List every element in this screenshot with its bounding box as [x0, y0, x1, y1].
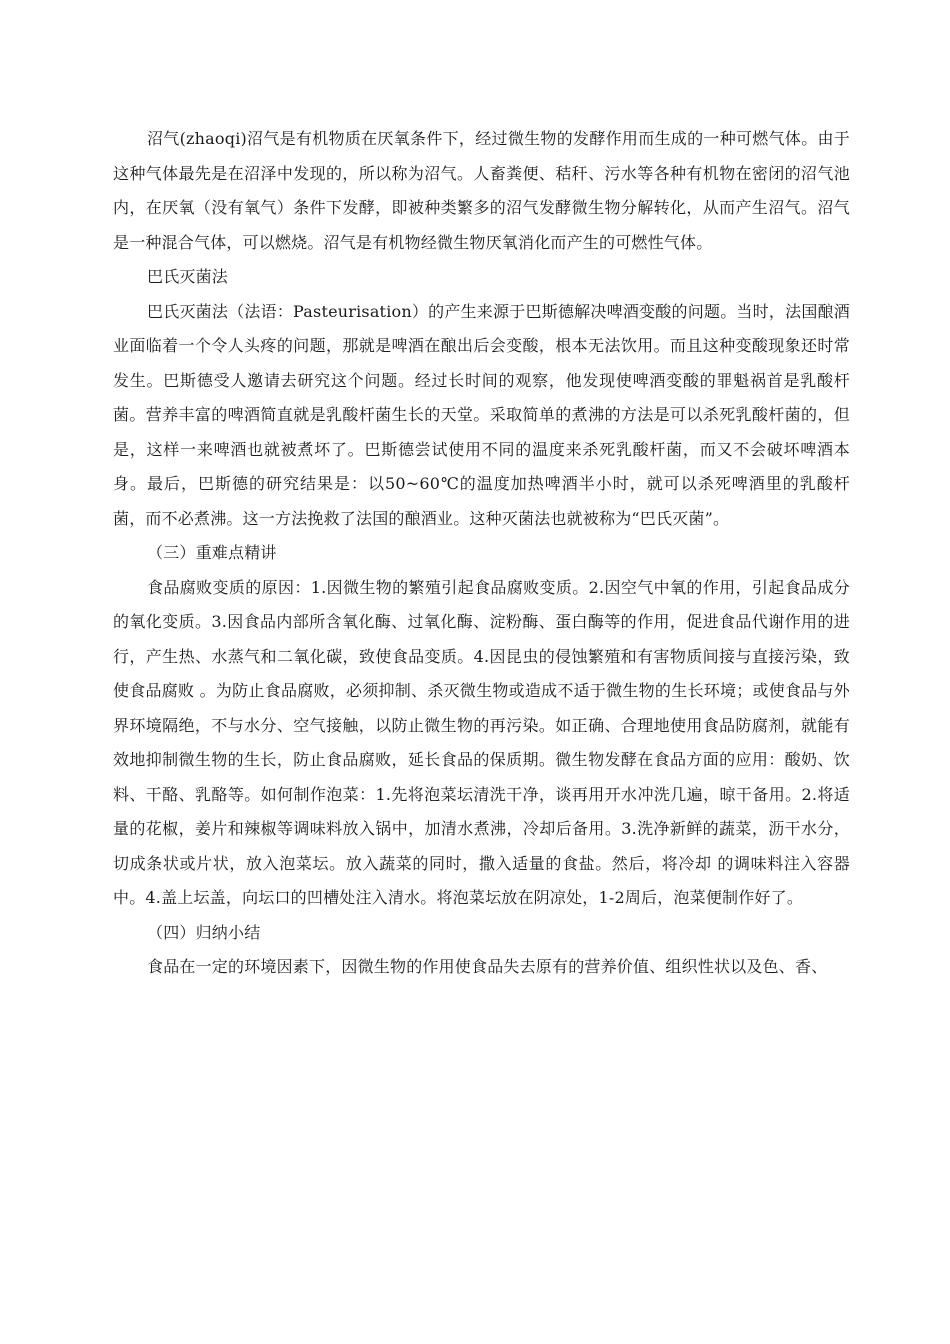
- heading-pasteurization: 巴氏灭菌法: [147, 267, 229, 286]
- paragraph-food-spoilage: 食品腐败变质的原因：1.因微生物的繁殖引起食品腐败变质。2.因空气中氧的作用，引起食品成分的氧化变质。3.因食品内部所含氧化酶、过氧化酶、淀粉酶、蛋白酶等的作用，促进食品代谢作用的进行，产生热、水蒸气和二氧化碳，致使食品变质。4.因昆虫的侵蚀繁殖和有害物质间接与直接污染，致使食品腐败 。为防止食品腐败，必须抑制、杀灭微生物或造成不适于微生物的生长环境；或使食品与外界环境隔绝，不与水分、空气接触，以防止微生物的再污染。如正确、合理地使用食品防腐剂，就能有效地抑制微生物的生长，防止食品腐败，延长食品的保质期。微生物发酵在食品方面的应用：酸奶、饮料、干酪、乳酪等。如何制作泡菜：1.先将泡菜坛清洗干净，谈再用开水冲洗几遍，晾干备用。2.将适量的花椒，姜片和辣椒等调味料放入锅中，加清水煮沸，冷却后备用。3.洗净新鲜的蔬菜，沥干水分，切成条状或片状，放入泡菜坛。放入蔬菜的同时，撒入适量的食盐。然后，将冷却 的调味料注入容器中。4.盖上坛盖，向坛口的凹槽处注入清水。将泡菜坛放在阴凉处，1-2周后，泡菜便制作好了。: [113, 577, 850, 907]
- paragraph-summary: 食品在一定的环境因素下，因微生物的作用使食品失去原有的营养价值、组织性状以及色、香、: [147, 957, 828, 976]
- paragraph-biogas: 沼气(zhaoqi)沼气是有机物质在厌氧条件下，经过微生物的发酵作用而生成的一种可燃气体。由于这种气体最先是在沼泽中发现的，所以称为沼气。人畜粪便、秸秆、污水等各种有机物在密闭的沼气池内，在厌氧（没有氧气）条件下发酵，即被种类繁多的沼气发酵微生物分解转化，从而产生沼气。沼气是一种混合气体，可以燃烧。沼气是有机物经微生物厌氧消化而产生的可燃性气体。: [113, 129, 850, 252]
- heading-summary: （四）归纳小结: [147, 922, 261, 942]
- heading-key-points: （三）重难点精讲: [147, 543, 277, 562]
- paragraph-pasteurization: 巴氏灭菌法（法语：Pasteurisation）的产生来源于巴斯德解决啤酒变酸的问题。当时，法国酿酒业面临着一个令人头疼的问题，那就是啤酒在酿出后会变酸，根本无法饮用。而且这种变酸现象还时常发生。巴斯德受人邀请去研究这个问题。经过长时间的观察，他发现使啤酒变酸的罪魁祸首是乳酸杆菌。营养丰富的啤酒简直就是乳酸杆菌生长的天堂。采取简单的煮沸的方法是可以杀死乳酸杆菌的，但是，这样一来啤酒也就被煮坏了。巴斯德尝试使用不同的温度来杀死乳酸杆菌，而又不会破坏啤酒本身。最后，巴斯德的研究结果是：以50~60℃的温度加热啤酒半小时，就可以杀死啤酒里的乳酸杆菌，而不必煮沸。这一方法挽救了法国的酿酒业。这种灭菌法也就被称为“巴氏灭菌”。: [113, 301, 850, 528]
